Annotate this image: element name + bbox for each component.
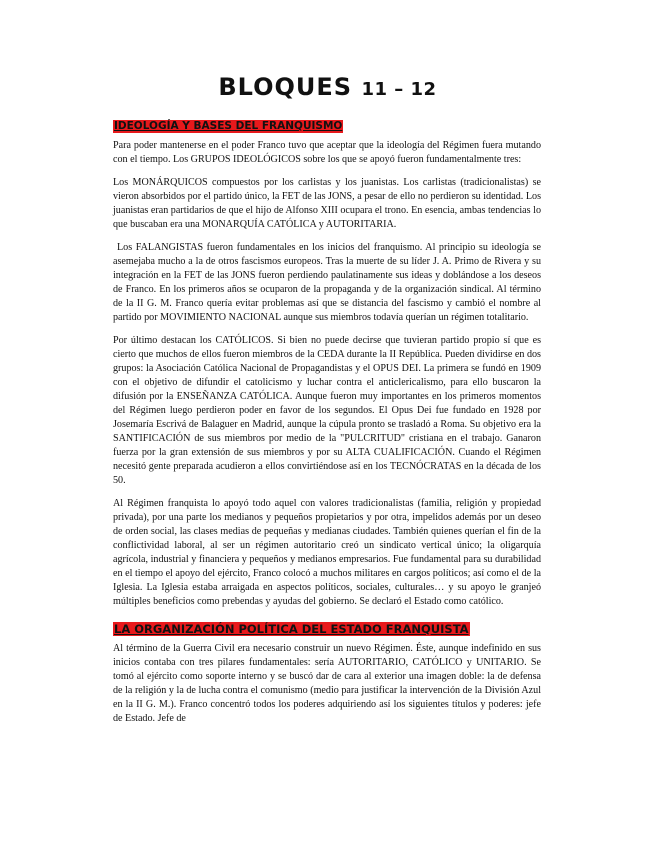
paragraph: Para poder mantenerse en el poder Franco tuvo que aceptar que la ideología del Régimen fuera mutando con el tiempo. Los GRUPOS IDEOLÓGICOS sobre los que se apoyó fueron fundamentalmente tres: [113, 140, 541, 165]
title-numbers: 11 – 12 [361, 79, 437, 100]
title-main: BLOQUES [218, 73, 353, 101]
section-heading-ideology: IDEOLOGÍA Y BASES DEL FRANQUISMO [114, 120, 343, 132]
paragraph: Los MONÁRQUICOS compuestos por los carlistas y los juanistas. Los carlistas (tradicionalistas) se vieron absorbidos por el partido único, la FET de las JONS, a pesar de ello no perdieron su identidad. Los juanistas eran partidarios de que el hijo de Alfonso XIII ocupara el trono. En esencia, ambas tendencias lo que buscaban era una MONARQUÍA CATÓLICA y AUTORITARIA. [113, 177, 541, 230]
document-body [113, 116, 541, 735]
paragraph: Al Régimen franquista lo apoyó todo aquel con valores tradicionalistas (familia, religión y propiedad privada), por una parte los medianos y pequeños propietarios y por otra, impelidos además por un deseo de orden social, las clases medias de pequeñas y medianas ciudades. También quienes querían el fin de la conflictividad laboral, al ser un régimen autoritario creó un sindicato vertical único; la oligarquía agrícola, industrial y financiera y pequeños y medianos empresarios. Fue fundamental para su durabilidad en el tiempo el apoyo del ejército, Franco colocó a muchos militares en cargos políticos; así como el de la Iglesia. La Iglesia estaba arraigada en aspectos políticos, sociales, culturales… y su apoyo le granjeó múltiples beneficios como prebendas y ayudas del gobierno. Se declaró el Estado como católico. [113, 498, 541, 607]
section-heading-organization: LA ORGANIZACIÓN POLÍTICA DEL ESTADO FRANQUISTA [114, 622, 469, 636]
paragraph: Al término de la Guerra Civil era necesario construir un nuevo Régimen. Éste, aunque indefinido en sus inicios contaba con tres pilares fundamentales: sería AUTORITARIO, CATÓLICO y UNITARIO. Se tomó al ejército como soporte interno y se buscó dar de cara al exterior una imagen doble: la de defensa de la religión y la de lucha contra el comunismo (medio para justificar la intervención de la División Azul en la II G. M.). Franco concentró todos los poderes adquiriendo así los siguientes títulos y poderes: jefe de Estado. Jefe de [113, 643, 541, 724]
page-title [0, 73, 655, 104]
paragraph: Por último destacan los CATÓLICOS. Si bien no puede decirse que tuvieran partido propio sí que es cierto que muchos de ellos fueron miembros de la CEDA durante la II República. Pueden dividirse en dos grupos: la Asociación Católica Nacional de Propagandistas y el OPUS DEI. La primera se fundó en 1909 con el objetivo de difundir el catolicismo y luchar contra el anticlericalismo, para ello buscaron la difusión por la ENSEÑANZA CATÓLICA. Aunque fueron muy importantes en los primeros momentos del Régimen luego perdieron poder en favor de los segundos. El Opus Dei fue fundado en 1928 por Josemaría Escrivá de Balaguer en Madrid, aunque la cúpula pronto se trasladó a Roma. Su objetivo era la SANTIFICACIÓN de sus miembros por medio de la "PULCRITUD" cristiana en el trabajo. Ganaron fuerza por la gran extensión de sus miembros y por su ALTA CUALIFICACIÓN. Cuando el Régimen necesitó gente preparada acudieron a ellos convirtiéndose así en los TECNÓCRATAS en la década de los 50. [113, 335, 541, 486]
paragraph: Los FALANGISTAS fueron fundamentales en los inicios del franquismo. Al principio su ideología se asemejaba mucho a la de otros fascismos europeos. Tras la muerte de su líder J. A. Primo de Rivera y su integración en la FET de las JONS fueron perdiendo paulatinamente sus ideas y doblándose a los deseos de Franco. En los primeros años se ocuparon de la propaganda y de la organización sindical. Al término de la II G. M. Franco quería evitar problemas así que se distancia del fascismo y cambió el nombre al partido por MOVIMIENTO NACIONAL aunque sus miembros todavía querían un régimen totalitario. [113, 242, 541, 323]
